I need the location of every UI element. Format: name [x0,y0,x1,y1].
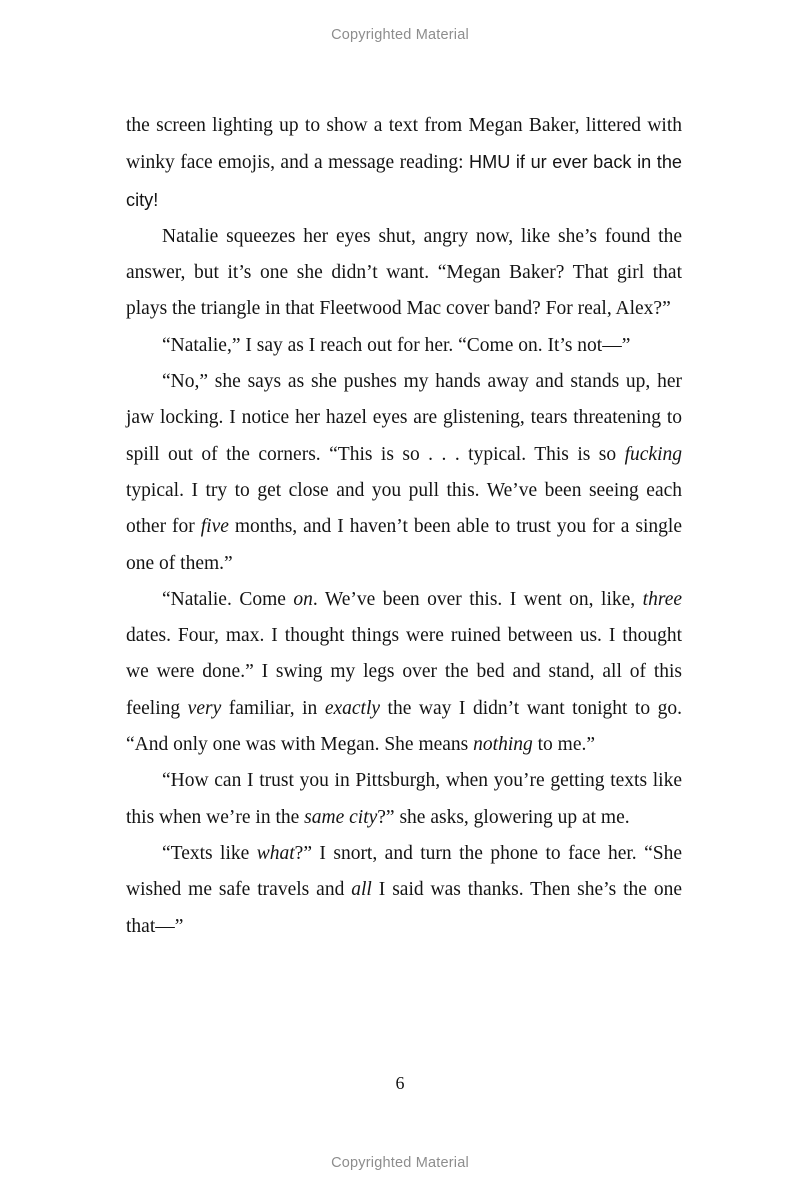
italic-text: same city [304,806,378,828]
body-text: the screen lighting up to show a text from Megan Baker, littered with winky face emojis, and a message reading: [126,115,682,174]
italic-text: nothing [473,734,533,756]
paragraph [126,836,682,945]
copyright-notice-bottom: Copyrighted Material [331,1155,469,1171]
paragraph [126,108,682,219]
body-text: the way I didn’t want tonight to go. “And only one was with Megan. She means [126,697,683,756]
paragraph [126,328,682,364]
paragraph [126,582,682,763]
copyright-notice-top: Copyrighted Material [331,27,469,43]
paragraph [126,763,682,836]
italic-text: all [351,879,372,901]
italic-text: on [293,588,313,610]
italic-text: very [187,697,222,719]
body-text: months, and I haven’t been able to trust you for a single one of them.” [126,516,682,574]
paragraph [126,364,682,582]
body-text: dates. Four, max. I thought things were ruined between us. I thought we were done.” I swing my legs over the bed and stand, all of this feeling [126,625,682,719]
page-number: 6 [395,1073,405,1093]
body-text: “Texts like [162,842,257,864]
body-text: typical. I try to get close and you pull this. We’ve been seeing each other for [126,479,682,538]
body-text: “Natalie,” I say as I reach out for her. “Come on. It’s not—” [162,334,631,356]
text-message-text: HMU if ur ever back in the city! [126,152,682,210]
text-block [126,108,682,945]
body-text: Natalie squeezes her eyes shut, angry now, like she’s found the answer, but it’s one she didn’t want. “Megan Baker? That girl that plays the triangle in that Fleetwood Mac cover band? For real, Alex?” [126,225,682,320]
body-text: I said was thanks. Then she’s the one that—” [126,879,682,937]
italic-text: fucking [624,443,682,465]
body-text: . We’ve been over this. I went on, like, [312,588,643,610]
body-text: familiar, in [221,697,325,719]
body-text: “Natalie. Come [162,588,294,610]
body-text: to me.” [532,734,596,756]
italic-text: three [642,588,682,610]
italic-text: exactly [324,697,381,719]
body-text: ?” she asks, glowering up at me. [377,806,630,828]
body-text: “No,” she says as she pushes my hands away and stands up, her jaw locking. I notice her hazel eyes are glistening, tears threatening to spill out of the corners. “This is so . . . typical. This is so [126,371,682,465]
italic-text: what [256,842,295,864]
body-text: “How can I trust you in Pittsburgh, when you’re getting texts like this when we’re in the [126,770,682,828]
italic-text: five [200,516,229,538]
paragraph [126,219,682,328]
body-text: ?” I snort, and turn the phone to face her. “She wished me safe travels and [126,842,682,901]
